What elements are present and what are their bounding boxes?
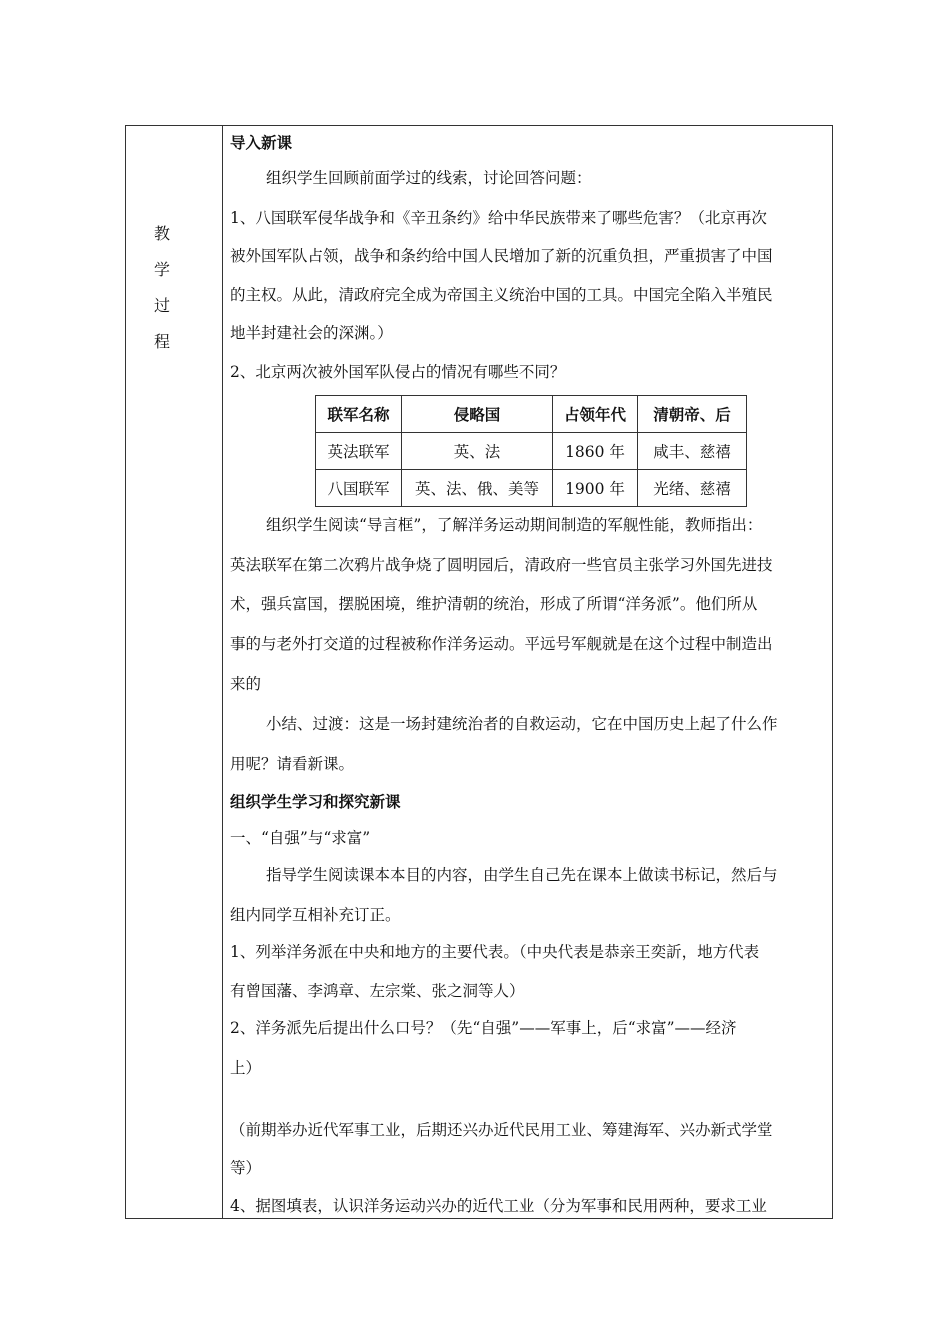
study-question-2-line: 上） bbox=[230, 1059, 262, 1077]
table-row bbox=[316, 433, 747, 470]
study-question-1-line: 有曾国藩、李鸿章、左宗棠、张之洞等人） bbox=[230, 982, 525, 1000]
section-label-char: 程 bbox=[153, 332, 170, 351]
table-cell: 1900 年 bbox=[553, 470, 638, 507]
section-label-char: 教 bbox=[153, 224, 170, 243]
table-header-cell: 侵略国 bbox=[402, 396, 553, 433]
question-1-line: 被外国军队占领，战争和条约给中国人民增加了新的沉重负担，严重损害了中国 bbox=[230, 247, 773, 265]
table-cell: 英、法、俄、美等 bbox=[402, 470, 553, 507]
study-question-3-line: 等） bbox=[230, 1159, 262, 1177]
comparison-table bbox=[315, 395, 747, 507]
table-header-cell: 联军名称 bbox=[316, 396, 402, 433]
reading-line: 术，强兵富国，摆脱困境，维护清朝的统治，形成了所谓“洋务派”。他们所从 bbox=[230, 595, 758, 613]
study-question-3-line: （前期举办近代军事工业，后期还兴办近代民用工业、筹建海军、兴办新式学堂 bbox=[230, 1121, 773, 1139]
reading-line: 事的与老外打交道的过程被称作洋务运动。平远号军舰就是在这个过程中制造出 bbox=[230, 635, 773, 653]
table-cell: 光绪、慈禧 bbox=[638, 470, 747, 507]
table-row bbox=[316, 470, 747, 507]
table-cell: 英法联军 bbox=[316, 433, 402, 470]
table-header-cell: 占领年代 bbox=[553, 396, 638, 433]
section-1-title: 一、“自强”与“求富” bbox=[230, 829, 371, 847]
lesson-table bbox=[125, 125, 833, 1219]
reading-line: 组织学生阅读“导言框”，了解洋务运动期间制造的军舰性能，教师指出： bbox=[266, 516, 763, 534]
question-2: 2、北京两次被外国军队侵占的情况有哪些不同？ bbox=[230, 363, 566, 381]
section-label-char: 过 bbox=[153, 296, 170, 315]
study-heading: 组织学生学习和探究新课 bbox=[230, 792, 401, 811]
intro-heading: 导入新课 bbox=[230, 133, 293, 152]
summary-line: 小结、过渡：这是一场封建统治者的自救运动，它在中国历史上起了什么作 bbox=[266, 715, 778, 733]
table-cell: 1860 年 bbox=[553, 433, 638, 470]
table-cell: 八国联军 bbox=[316, 470, 402, 507]
section-label bbox=[150, 216, 174, 360]
study-question-1-line: 1、列举洋务派在中央和地方的主要代表。（中央代表是恭亲王奕訢，地方代表 bbox=[230, 943, 760, 961]
table-header-cell: 清朝帝、后 bbox=[638, 396, 747, 433]
reading-line: 英法联军在第二次鸦片战争烧了圆明园后，清政府一些官员主张学习外国先进技 bbox=[230, 556, 773, 574]
guide-line: 组内同学互相补充订正。 bbox=[230, 906, 401, 924]
reading-line: 来的 bbox=[230, 675, 262, 693]
question-1-line: 1、八国联军侵华战争和《辛丑条约》给中华民族带来了哪些危害？（北京再次 bbox=[230, 209, 767, 227]
guide-line: 指导学生阅读课本本目的内容，由学生自己先在课本上做读书标记，然后与 bbox=[266, 866, 778, 884]
summary-line: 用呢？请看新课。 bbox=[230, 755, 355, 773]
intro-paragraph: 组织学生回顾前面学过的线索，讨论回答问题： bbox=[266, 169, 592, 187]
section-label-char: 学 bbox=[153, 260, 170, 279]
study-question-4: 4、据图填表，认识洋务运动兴办的近代工业（分为军事和民用两种，要求工业 bbox=[230, 1197, 767, 1215]
question-1-line: 地半封建社会的深渊。） bbox=[230, 324, 393, 342]
question-1-line: 的主权。从此，清政府完全成为帝国主义统治中国的工具。中国完全陷入半殖民 bbox=[230, 286, 773, 304]
table-cell: 英、法 bbox=[402, 433, 553, 470]
table-cell: 咸丰、慈禧 bbox=[638, 433, 747, 470]
table-header-row bbox=[316, 396, 747, 433]
study-question-2-line: 2、洋务派先后提出什么口号？（先“自强”——军事上，后“求富”——经济 bbox=[230, 1019, 737, 1037]
section-label-cell bbox=[126, 126, 223, 1218]
